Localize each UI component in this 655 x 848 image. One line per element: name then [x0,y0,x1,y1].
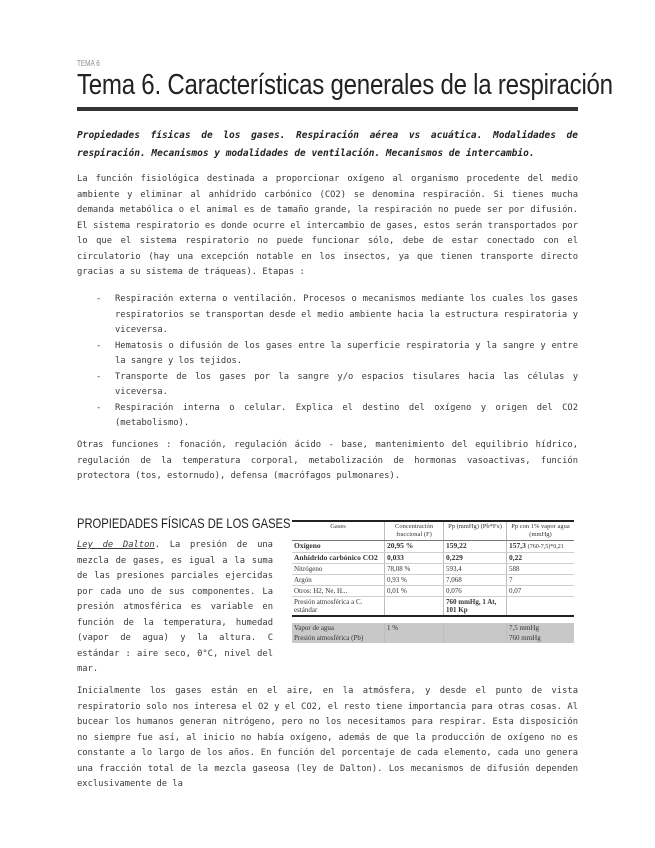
list-item [77,401,578,432]
table-row [292,553,574,564]
table-cell: 0,076 [444,586,507,597]
table-cell-value: 157,3 [509,541,526,550]
table-cell: 1 % [385,623,444,633]
table-cell: Vapor de agua [292,623,385,633]
table-cell: Presión atmosférica a C. estándar [292,597,385,617]
table-header-cell: Concentración fraccional (F) [385,521,444,541]
table-cell: 0,229 [444,553,507,564]
table-cell [444,623,507,633]
vapor-table-grid [292,623,574,643]
table-cell: 20,95 % [385,541,444,553]
table-cell: 0,033 [385,553,444,564]
table-cell: 0,93 % [385,575,444,586]
table-cell [507,541,575,553]
list-item [77,370,578,401]
table-cell: Oxígeno [292,541,385,553]
table-row [292,597,574,617]
dalton-law-term: Ley de Dalton [77,540,155,550]
table-cell: 159,22 [444,541,507,553]
table-cell: 593,4 [444,564,507,575]
table-cell-note: (760-7,5)*0,21 [527,544,564,550]
intro-paragraph: La función fisiológica destinada a proporcionar oxígeno al organismo procedente del medio ambiente y eliminar al anhídrido carbónico (CO2) se denomina respiración. Si tienes mucha demanda metabólica o el animal es de tamaño grande, la respiración no puede ser por difusión. El sistema respiratorio es donde ocurre el intercambio de gases, estos serán transportados por lo que el sistema respiratorio no puede funcionar sólo, debe de estar conectado con el circulatorio (hay una excepción notable en los insectos, ya que tienen transporte directo gracias a su sistema de tráqueas). Etapas : [77,174,578,277]
table-header-cell: Gases [292,521,385,541]
table-cell [507,597,575,617]
stage-text: Respiración externa o ventilación. Procesos o mecanismos mediante los cuales los gases respiratorios se transportan desde el medio ambiente hacia la estructura respiratoria y viceversa. [115,294,578,335]
table-row [292,586,574,597]
table-cell: 760 mmHg [507,633,575,643]
list-item [77,339,578,370]
table-row [292,575,574,586]
gases-table-grid [292,520,574,617]
table-cell: 0,22 [507,553,575,564]
stage-text: Transporte de los gases por la sangre y/o espacios tisulares hacia las células y viceversa. [115,371,578,397]
list-marker: - [96,371,102,382]
list-marker: - [96,340,102,351]
gases-table [292,520,574,643]
table-cell [385,633,444,643]
table-cell: Argón [292,575,385,586]
table-cell: 588 [507,564,575,575]
stage-text: Respiración interna o celular. Explica el destino del oxígeno y origen del CO2 (metabolismo). [115,402,578,428]
topic-subtitle: Propiedades físicas de los gases. Respiración aérea vs acuática. Modalidades de respiración. Mecanismos y modalidades de ventilación. Mecanismos de intercambio. [77,130,578,159]
dalton-paragraph [77,538,273,678]
table-cell: 0,01 % [385,586,444,597]
table-cell: 0,07 [507,586,575,597]
table-row [292,623,574,633]
closing-paragraph: Inicialmente los gases están en el aire, en la atmósfera, y desde el punto de vista respiratorio solo nos interesa el O2 y el CO2, el resto tiene importancia para otras cosas. Al bucear los humanos generan nitrógeno, pero no los necesitamos para respirar. Esta disposición no siempre fue así, al inicio no había oxígeno, además de que la producción de oxígeno no es constante a lo largo de los años. En función del porcentaje de cada elemento, cada uno genera una fracción total de la mezcla gaseosa (ley de Dalton). Los mecanismos de difusión dependen exclusivamente de la [77,686,578,789]
table-row [292,564,574,575]
dalton-text: . La presión de una mezcla de gases, es igual a la suma de las presiones parciales ejercidas por cada uno de sus componentes. La presión atmosférica es variable en función de la temperatura, humedad (vapor de agua) y la altura. C estándar : aire seco, 0°C, nivel del mar. [77,540,273,674]
other-functions-paragraph: Otras funciones : fonación, regulación ácido - base, mantenimiento del equilibrio hídrico, regulación de la temperatura corporal, metabolización de hormonas vasoactivas, función protectora (tos, estornudo), defensa (macrófagos pulmonares). [77,440,578,481]
table-row [292,541,574,553]
table-cell: Presión atmosférica (Pb) [292,633,385,643]
title-underline [77,107,578,111]
table-cell: 7 [507,575,575,586]
section-title: PROPIEDADES FÍSICAS DE LOS GASES [77,515,291,531]
table-header-cell: Pp (mmHg) (Pb*Fx) [444,521,507,541]
list-marker: - [96,294,102,304]
stages-list [77,292,578,432]
list-marker: - [96,402,102,413]
table-row [292,633,574,643]
table-header-cell: Pp con 1% vapor agua (mmHg) [507,521,575,541]
topic-label: TEMA 6 [77,59,100,68]
table-cell: Anhídrido carbónico CO2 [292,553,385,564]
page-title: Tema 6. Características generales de la respiración [77,69,613,101]
table-cell: Otros: H2, Ne, H... [292,586,385,597]
table-cell: 7,5 mmHg [507,623,575,633]
table-cell: 7,068 [444,575,507,586]
table-cell: Nitrógeno [292,564,385,575]
list-item [77,292,578,339]
table-cell [444,633,507,643]
table-cell: 760 mmHg, 1 At, 101 Kp [444,597,507,617]
table-cell [385,597,444,617]
stage-text: Hematosis o difusión de los gases entre la superficie respiratoria y la sangre y entre la sangre y los tejidos. [115,340,578,366]
table-header-row [292,521,574,541]
table-cell: 78,08 % [385,564,444,575]
